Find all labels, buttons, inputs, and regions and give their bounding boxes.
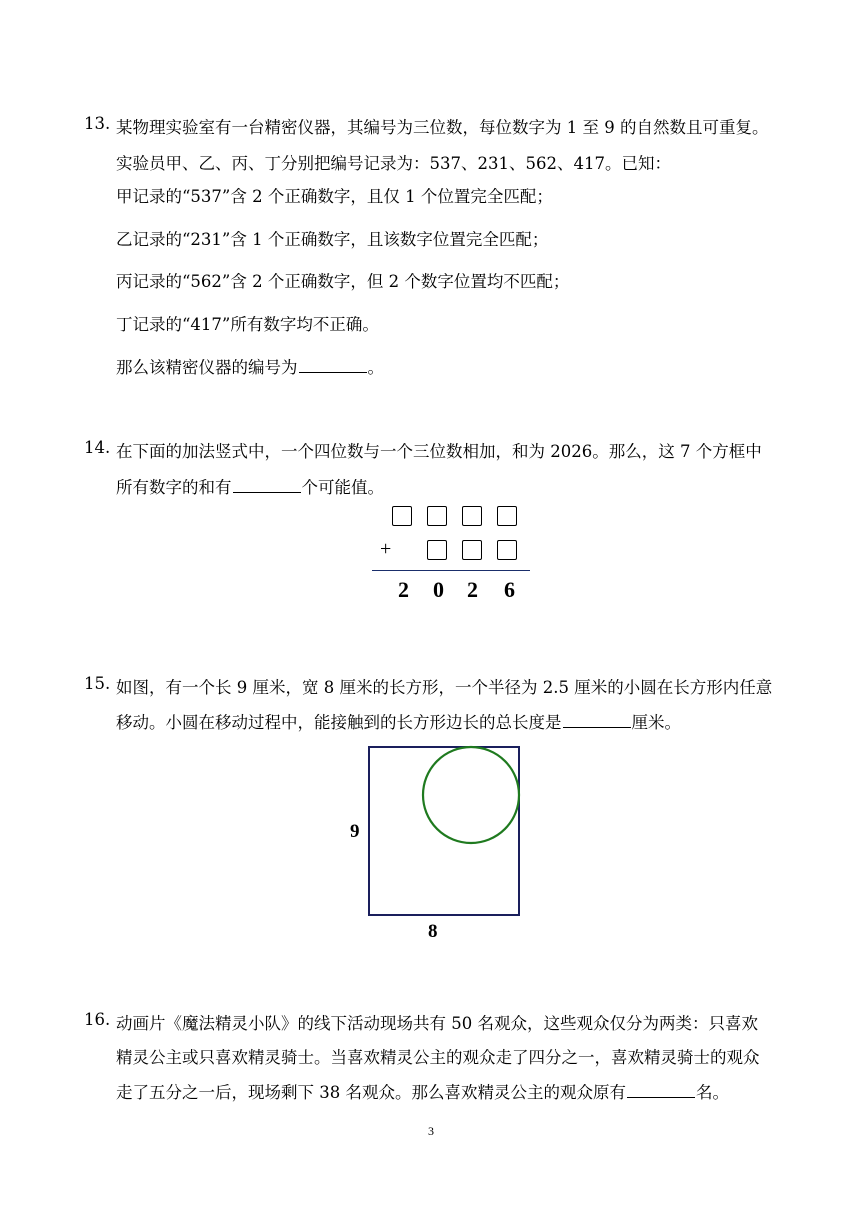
- movable-circle: [423, 747, 519, 843]
- question-prompt: 走了五分之一后，现场剩下 38 名观众。那么喜欢精灵公主的观众原有: [116, 1083, 626, 1102]
- sum-line: [372, 570, 530, 571]
- digit-box: [462, 540, 482, 560]
- question-prompt: 那么该精密仪器的编号为: [116, 358, 298, 377]
- question-number: 16.: [84, 1010, 111, 1029]
- sum-digit: 0: [433, 577, 444, 602]
- question-number: 14.: [84, 438, 111, 457]
- digit-box: [427, 540, 447, 560]
- condition-yi: 乙记录的“231”含 1 个正确数字，且该数字位置完全匹配；: [116, 230, 549, 249]
- question-number: 13.: [84, 114, 111, 133]
- question-prompt: 所有数字的和有: [116, 478, 232, 497]
- question-text-line: 如图，有一个长 9 厘米，宽 8 厘米的长方形，一个半径为 2.5 厘米的小圆在长方形内任意: [116, 678, 773, 697]
- plus-sign: +: [380, 538, 392, 560]
- question-text-line: [116, 474, 384, 498]
- question-text-line: 精灵公主或只喜欢精灵骑士。当喜欢精灵公主的观众走了四分之一，喜欢精灵骑士的观众: [116, 1048, 760, 1067]
- height-label: 9: [350, 821, 360, 842]
- question-prompt-end: 厘米。: [631, 713, 681, 732]
- sum-digit: 6: [504, 577, 515, 602]
- rectangle-shape: [369, 747, 519, 915]
- question-text-line: [116, 1079, 729, 1103]
- question-text-line: [116, 709, 681, 733]
- sum-digit: 2: [398, 577, 409, 602]
- question-prompt: 移动。小圆在移动过程中，能接触到的长方形边长的总长度是: [116, 713, 562, 732]
- digit-box: [462, 506, 482, 526]
- answer-blank: [563, 711, 631, 729]
- question-prompt-end: 个可能值。: [301, 478, 384, 497]
- condition-jia: 甲记录的“537”含 2 个正确数字，且仅 1 个位置完全匹配；: [116, 187, 553, 206]
- question-prompt-end: 名。: [696, 1083, 729, 1102]
- width-label: 8: [428, 921, 438, 942]
- answer-blank: [299, 356, 367, 374]
- question-text-line: [116, 354, 384, 378]
- question-number: 15.: [84, 674, 111, 693]
- condition-bing: 丙记录的“562”含 2 个正确数字，但 2 个数字位置均不匹配；: [116, 272, 570, 291]
- sum-digit: 2: [467, 577, 478, 602]
- question-text-line: 在下面的加法竖式中，一个四位数与一个三位数相加，和为 2026。那么，这 7 个方框中: [116, 442, 762, 461]
- page-number: 3: [428, 1124, 434, 1138]
- digit-box: [497, 540, 517, 560]
- answer-blank: [233, 476, 301, 494]
- digit-box: [427, 506, 447, 526]
- question-text-line: 动画片《魔法精灵小队》的线下活动现场共有 50 名观众，这些观众仅分为两类：只喜欢: [116, 1014, 758, 1033]
- answer-blank: [627, 1081, 695, 1099]
- digit-box: [392, 506, 412, 526]
- question-prompt-end: 。: [367, 358, 384, 377]
- question-text-line: 实验员甲、乙、丙、丁分别把编号记录为：537、231、562、417。已知：: [116, 154, 671, 173]
- condition-ding: 丁记录的“417”所有数字均不正确。: [116, 315, 379, 334]
- digit-box: [497, 506, 517, 526]
- question-text-line: 某物理实验室有一台精密仪器，其编号为三位数，每位数字为 1 至 9 的自然数且可重复。: [116, 118, 769, 137]
